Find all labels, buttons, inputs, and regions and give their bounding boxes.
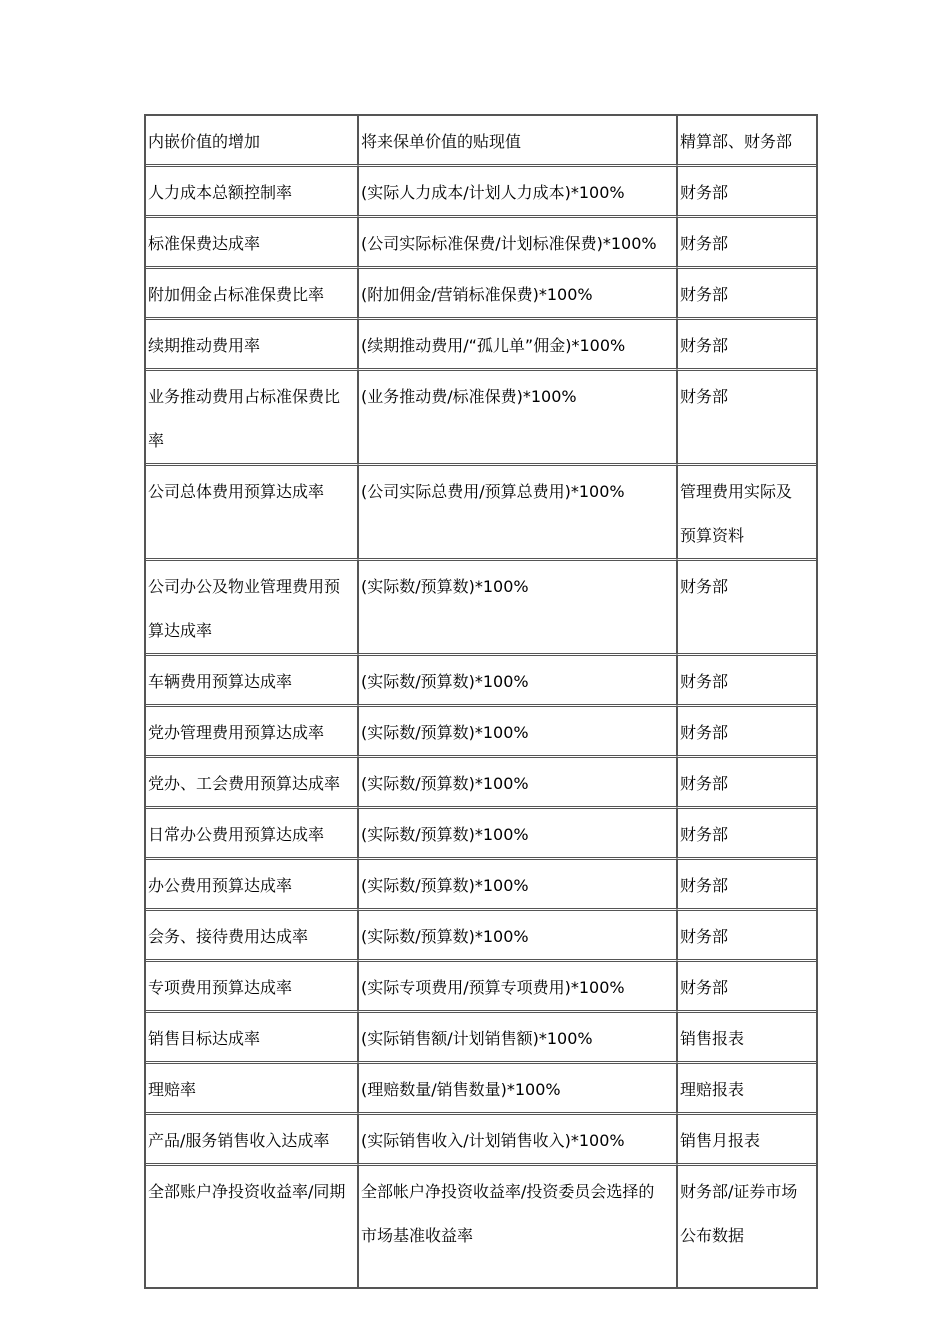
indicator-cell: [146, 758, 358, 809]
indicator-cell: [146, 1166, 358, 1287]
table-row: [146, 656, 816, 707]
table-row: [146, 561, 816, 656]
source-cell: [677, 656, 816, 707]
source-cell: [677, 1115, 816, 1166]
indicator-cell-text: 专项费用预算达成率: [148, 978, 293, 997]
indicator-cell-text: 日常办公费用预算达成率: [148, 825, 325, 844]
indicator-cell: [146, 809, 358, 860]
indicator-cell: [146, 860, 358, 911]
formula-cell-text: (实际数/预算数)*100%: [361, 672, 529, 691]
indicator-cell: [146, 1013, 358, 1064]
formula-cell: [358, 561, 677, 656]
source-cell-text: 财务部: [680, 825, 729, 844]
table-row: [146, 1166, 816, 1287]
source-cell: [677, 561, 816, 656]
source-cell-text: 财务部: [680, 336, 729, 355]
indicator-cell: [146, 466, 358, 561]
formula-cell: [358, 116, 677, 167]
source-cell-text: 财务部: [680, 234, 729, 253]
formula-cell: [358, 911, 677, 962]
kpi-table-container: [144, 114, 812, 1289]
indicator-cell: [146, 656, 358, 707]
source-cell: [677, 1013, 816, 1064]
table-row: [146, 269, 816, 320]
formula-cell-text: (实际人力成本/计划人力成本)*100%: [361, 183, 625, 202]
table-row: [146, 1013, 816, 1064]
indicator-cell: [146, 116, 358, 167]
formula-cell: [358, 269, 677, 320]
source-cell: [677, 320, 816, 371]
formula-cell-text: (理赔数量/销售数量)*100%: [361, 1080, 561, 1099]
formula-cell-text: (实际数/预算数)*100%: [361, 723, 529, 742]
formula-cell-text: (业务推动费/标准保费)*100%: [361, 387, 577, 406]
formula-cell-text: (实际数/预算数)*100%: [361, 825, 529, 844]
source-cell-text: 财务部: [680, 876, 729, 895]
source-cell: [677, 707, 816, 758]
formula-cell-text: (实际专项费用/预算专项费用)*100%: [361, 978, 625, 997]
source-cell: [677, 218, 816, 269]
indicator-cell-text: 全部账户净投资收益率/同期: [148, 1182, 346, 1201]
indicator-cell-text: 公司总体费用预算达成率: [148, 482, 325, 501]
source-cell: [677, 167, 816, 218]
indicator-cell: [146, 561, 358, 656]
table-row: [146, 809, 816, 860]
indicator-cell-text: 理赔率: [148, 1080, 197, 1099]
source-cell-text: 财务部/证券市场: [680, 1182, 798, 1201]
source-cell-text: 精算部、财务部: [680, 132, 793, 151]
formula-cell-text: 将来保单价值的贴现值: [361, 132, 522, 151]
indicator-cell: [146, 1115, 358, 1166]
formula-cell: [358, 962, 677, 1013]
source-cell: [677, 758, 816, 809]
indicator-cell-text: 党办管理费用预算达成率: [148, 723, 325, 742]
source-cell-text: 财务部: [680, 672, 729, 691]
source-cell-text: 财务部: [680, 978, 729, 997]
table-row: [146, 1115, 816, 1166]
indicator-cell-text: 公司办公及物业管理费用预: [148, 577, 341, 596]
indicator-cell-text: 车辆费用预算达成率: [148, 672, 293, 691]
formula-cell-text: (实际数/预算数)*100%: [361, 927, 529, 946]
indicator-cell: [146, 707, 358, 758]
formula-cell: [358, 758, 677, 809]
formula-cell: [358, 218, 677, 269]
table-row: [146, 707, 816, 758]
source-cell-text: 销售月报表: [680, 1131, 761, 1150]
formula-cell: [358, 320, 677, 371]
indicator-cell: [146, 371, 358, 466]
source-cell: [677, 1064, 816, 1115]
source-cell-text: 财务部: [680, 774, 729, 793]
indicator-cell-text: 销售目标达成率: [148, 1029, 261, 1048]
source-cell: [677, 116, 816, 167]
indicator-cell-text: 附加佣金占标准保费比率: [148, 285, 325, 304]
source-cell-text: 财务部: [680, 723, 729, 742]
source-cell-text: 财务部: [680, 927, 729, 946]
table-row: [146, 320, 816, 371]
table-row: [146, 218, 816, 269]
indicator-cell: [146, 962, 358, 1013]
table-row: [146, 167, 816, 218]
formula-cell: [358, 809, 677, 860]
indicator-cell-text: 党办、工会费用预算达成率: [148, 774, 341, 793]
indicator-cell: [146, 320, 358, 371]
kpi-table-body: [146, 116, 816, 1287]
indicator-cell-text: 标准保费达成率: [148, 234, 261, 253]
formula-cell-text: 市场基准收益率: [361, 1226, 474, 1245]
formula-cell-text: (附加佣金/营销标准保费)*100%: [361, 285, 593, 304]
source-cell-text: 理赔报表: [680, 1080, 745, 1099]
table-row: [146, 962, 816, 1013]
source-cell: [677, 371, 816, 466]
source-cell: [677, 911, 816, 962]
formula-cell: [358, 1166, 677, 1287]
formula-cell-text: (公司实际总费用/预算总费用)*100%: [361, 482, 625, 501]
source-cell-text: 预算资料: [680, 526, 745, 545]
indicator-cell-text: 产品/服务销售收入达成率: [148, 1131, 330, 1150]
indicator-cell-text: 算达成率: [148, 621, 213, 640]
indicator-cell-text: 人力成本总额控制率: [148, 183, 293, 202]
source-cell: [677, 809, 816, 860]
indicator-cell: [146, 269, 358, 320]
source-cell: [677, 860, 816, 911]
indicator-cell: [146, 1064, 358, 1115]
formula-cell-text: (实际销售额/计划销售额)*100%: [361, 1029, 593, 1048]
source-cell-text: 销售报表: [680, 1029, 745, 1048]
formula-cell: [358, 1115, 677, 1166]
source-cell: [677, 962, 816, 1013]
indicator-cell-text: 率: [148, 431, 165, 450]
source-cell-text: 财务部: [680, 387, 729, 406]
formula-cell: [358, 371, 677, 466]
table-row: [146, 371, 816, 466]
formula-cell-text: (实际数/预算数)*100%: [361, 876, 529, 895]
source-cell-text: 公布数据: [680, 1226, 745, 1245]
source-cell-text: 管理费用实际及: [680, 482, 793, 501]
formula-cell: [358, 167, 677, 218]
source-cell-text: 财务部: [680, 285, 729, 304]
table-row: [146, 466, 816, 561]
table-row: [146, 1064, 816, 1115]
table-row: [146, 758, 816, 809]
formula-cell-text: 全部帐户净投资收益率/投资委员会选择的: [361, 1182, 655, 1201]
source-cell: [677, 269, 816, 320]
indicator-cell-text: 内嵌价值的增加: [148, 132, 261, 151]
formula-cell: [358, 466, 677, 561]
indicator-cell-text: 业务推动费用占标准保费比: [148, 387, 341, 406]
table-row: [146, 860, 816, 911]
formula-cell-text: (公司实际标准保费/计划标准保费)*100%: [361, 234, 657, 253]
source-cell: [677, 1166, 816, 1287]
source-cell: [677, 466, 816, 561]
formula-cell-text: (实际数/预算数)*100%: [361, 577, 529, 596]
formula-cell: [358, 707, 677, 758]
indicator-cell-text: 会务、接待费用达成率: [148, 927, 309, 946]
formula-cell-text: (续期推动费用/“孤儿单”佣金)*100%: [361, 336, 626, 355]
indicator-cell-text: 续期推动费用率: [148, 336, 261, 355]
indicator-cell: [146, 167, 358, 218]
formula-cell-text: (实际销售收入/计划销售收入)*100%: [361, 1131, 625, 1150]
indicator-cell: [146, 218, 358, 269]
table-row: [146, 116, 816, 167]
formula-cell: [358, 860, 677, 911]
table-row: [146, 911, 816, 962]
formula-cell: [358, 1013, 677, 1064]
source-cell-text: 财务部: [680, 183, 729, 202]
formula-cell-text: (实际数/预算数)*100%: [361, 774, 529, 793]
formula-cell: [358, 656, 677, 707]
indicator-cell: [146, 911, 358, 962]
kpi-table: [144, 114, 818, 1289]
formula-cell: [358, 1064, 677, 1115]
indicator-cell-text: 办公费用预算达成率: [148, 876, 293, 895]
source-cell-text: 财务部: [680, 577, 729, 596]
